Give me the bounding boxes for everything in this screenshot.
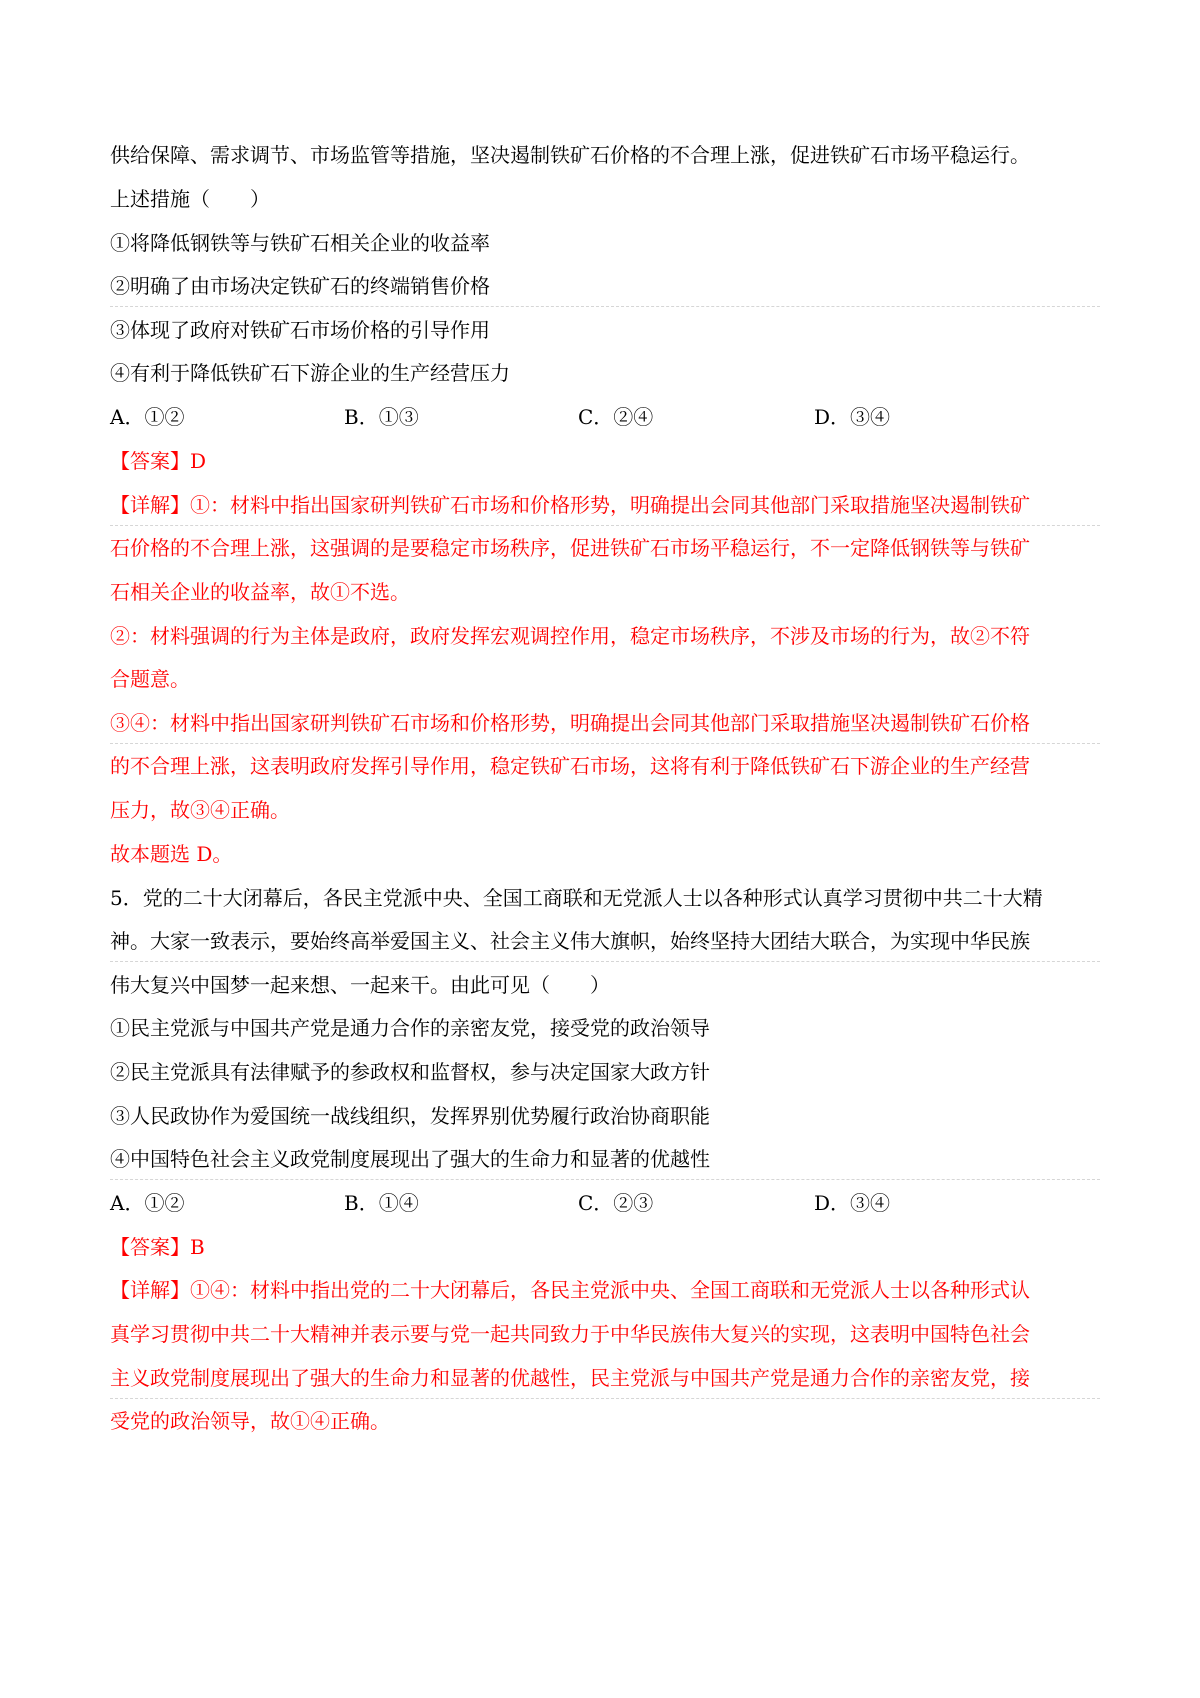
divider xyxy=(110,1179,1100,1180)
q5-detail-line: 受党的政治领导，故①④正确。 xyxy=(110,1409,390,1433)
q4-stem-continuation: 供给保障、需求调节、市场监管等措施，坚决遏制铁矿石价格的不合理上涨，促进铁矿石市场平稳运行。 xyxy=(110,143,1030,167)
q4-detail-line: ②：材料强调的行为主体是政府，政府发挥宏观调控作用，稳定市场秩序，不涉及市场的行为，故②不符 xyxy=(110,624,1030,648)
q4-item-4: ④有利于降低铁矿石下游企业的生产经营压力 xyxy=(110,361,510,385)
q5-answer xyxy=(110,1233,205,1261)
q5-item-2: ②民主党派具有法律赋予的参政权和监督权，参与决定国家大政方针 xyxy=(110,1060,710,1084)
q5-item-3: ③人民政协作为爱国统一战线组织，发挥界别优势履行政治协商职能 xyxy=(110,1104,710,1128)
q4-conclusion: 故本题选 D。 xyxy=(110,842,233,866)
q4-detail-line: 石价格的不合理上涨，这强调的是要稳定市场秩序，促进铁矿石市场平稳运行，不一定降低钢铁等与铁矿 xyxy=(110,536,1030,560)
q5-item-1: ①民主党派与中国共产党是通力合作的亲密友党，接受党的政治领导 xyxy=(110,1016,710,1040)
q5-detail-line: 真学习贯彻中共二十大精神并表示要与党一起共同致力于中华民族伟大复兴的实现，这表明中国特色社会 xyxy=(110,1322,1030,1346)
q5-choices xyxy=(110,1189,1010,1217)
answer-label: 【答案】 xyxy=(110,1235,190,1259)
q4-prompt: 上述措施（ ） xyxy=(110,187,270,211)
divider xyxy=(110,525,1100,526)
q4-item-1: ①将降低钢铁等与铁矿石相关企业的收益率 xyxy=(110,231,490,255)
answer-label: 【答案】 xyxy=(110,449,190,473)
q4-item-3: ③体现了政府对铁矿石市场价格的引导作用 xyxy=(110,318,490,342)
q4-choices xyxy=(110,403,1010,431)
q5-detail-line: 【详解】①④：材料中指出党的二十大闭幕后，各民主党派中央、全国工商联和无党派人士以各种形式认 xyxy=(110,1278,1030,1302)
q5-stem-line: 神。大家一致表示，要始终高举爱国主义、社会主义伟大旗帜，始终坚持大团结大联合，为实现中华民族 xyxy=(110,929,1030,953)
q4-detail-line: 的不合理上涨，这表明政府发挥引导作用，稳定铁矿石市场，这将有利于降低铁矿石下游企业的生产经营 xyxy=(110,754,1030,778)
divider xyxy=(110,1398,1100,1399)
divider xyxy=(110,961,1100,962)
q4-detail-line: 合题意。 xyxy=(110,667,190,691)
q4-detail-line: 压力，故③④正确。 xyxy=(110,798,290,822)
answer-value: D xyxy=(190,449,207,473)
q4-detail-line: 石相关企业的收益率，故①不选。 xyxy=(110,580,410,604)
q4-item-2: ②明确了由市场决定铁矿石的终端销售价格 xyxy=(110,274,490,298)
q4-choice-b: B．①③ xyxy=(344,405,419,429)
q5-stem-line: 伟大复兴中国梦一起来想、一起来干。由此可见（ ） xyxy=(110,973,610,997)
q5-stem-line: 5．党的二十大闭幕后，各民主党派中央、全国工商联和无党派人士以各种形式认真学习贯彻中共二十大精 xyxy=(110,886,1043,910)
q5-choice-c: C．②③ xyxy=(578,1191,654,1215)
divider xyxy=(110,306,1100,307)
q5-item-4: ④中国特色社会主义政党制度展现出了强大的生命力和显著的优越性 xyxy=(110,1147,710,1171)
q5-choice-a: A．①② xyxy=(110,1191,185,1215)
q4-choice-a: A．①② xyxy=(110,405,185,429)
q4-detail-line: ③④：材料中指出国家研判铁矿石市场和价格形势，明确提出会同其他部门采取措施坚决遏制铁矿石价格 xyxy=(110,711,1030,735)
q5-choice-b: B．①④ xyxy=(344,1191,419,1215)
q4-choice-c: C．②④ xyxy=(578,405,654,429)
answer-value: B xyxy=(190,1235,205,1259)
divider xyxy=(110,743,1100,744)
q4-choice-d: D．③④ xyxy=(814,405,891,429)
q4-answer xyxy=(110,447,206,475)
q5-choice-d: D．③④ xyxy=(814,1191,891,1215)
q4-detail-line: 【详解】①：材料中指出国家研判铁矿石市场和价格形势，明确提出会同其他部门采取措施坚决遏制铁矿 xyxy=(110,493,1030,517)
q5-detail-line: 主义政党制度展现出了强大的生命力和显著的优越性，民主党派与中国共产党是通力合作的亲密友党，接 xyxy=(110,1366,1030,1390)
